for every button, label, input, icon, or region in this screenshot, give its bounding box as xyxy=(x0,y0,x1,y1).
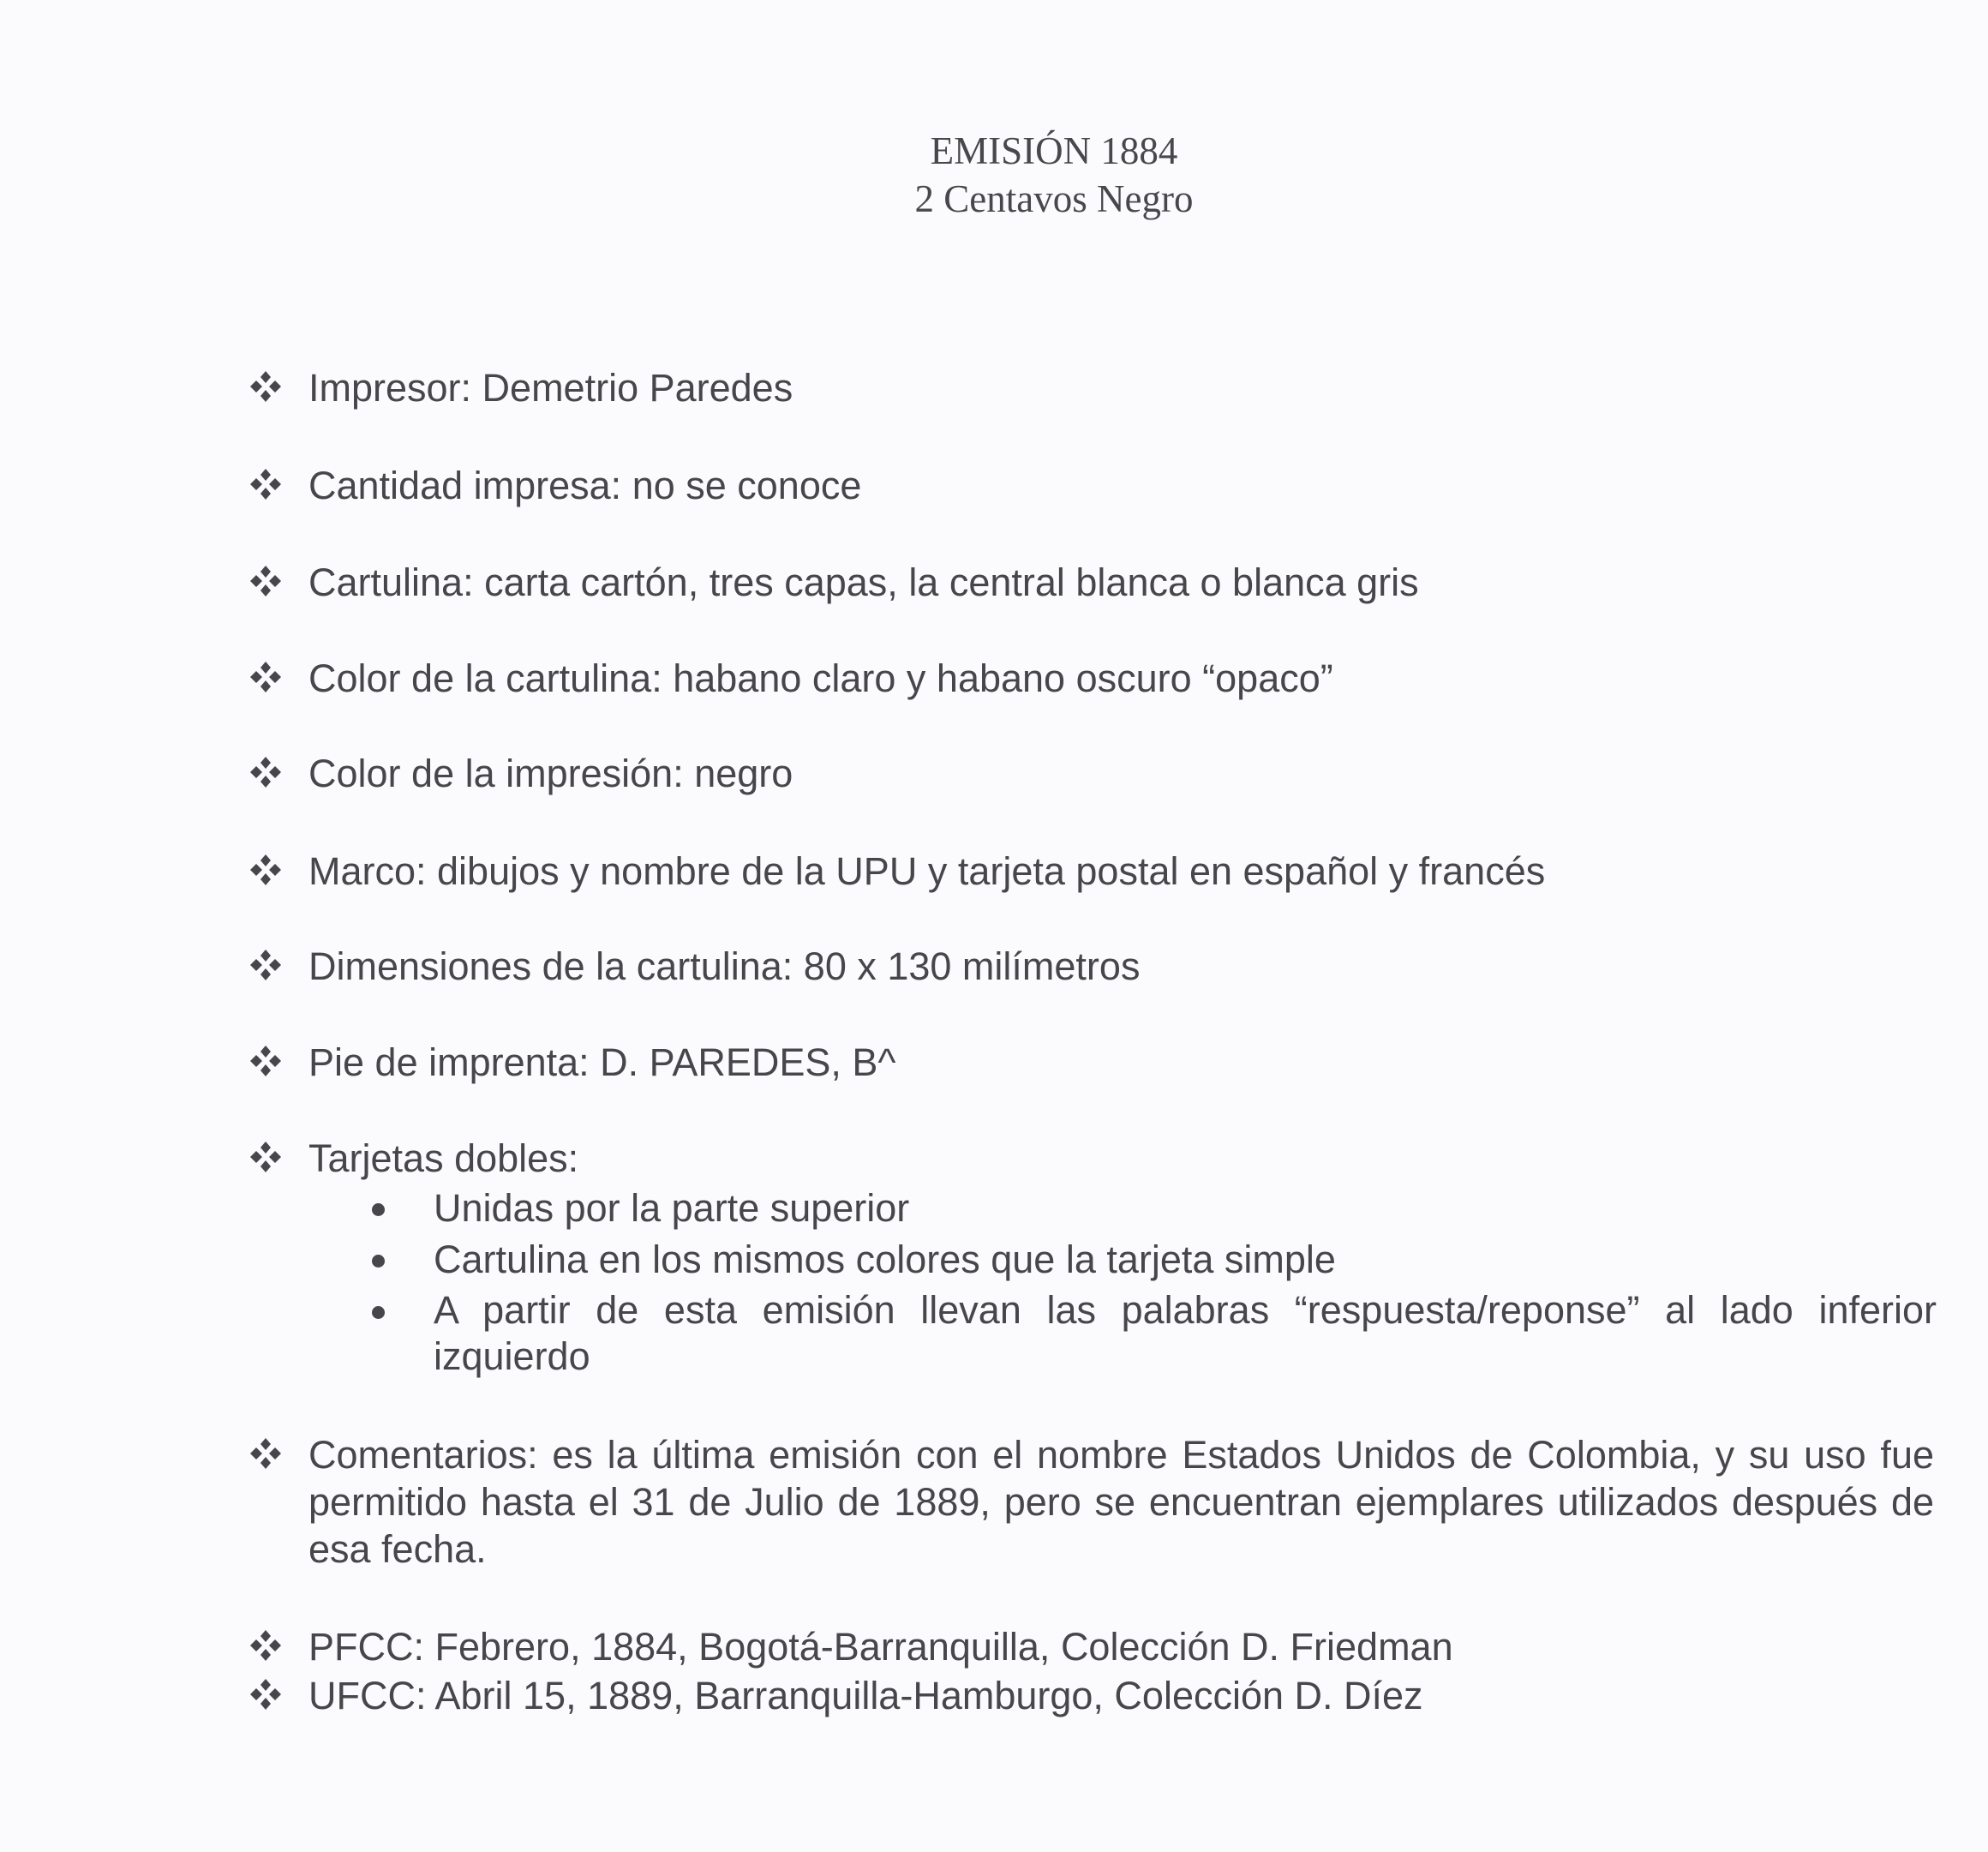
item-text: Cartulina: carta cartón, tres capas, la central blanca o blanca gris xyxy=(308,560,1419,604)
sublist-item-text: Cartulina en los mismos colores que la tarjeta simple xyxy=(434,1238,1336,1281)
four-diamond-bullet-icon xyxy=(248,851,283,889)
sublist-item xyxy=(368,1184,1937,1232)
list-item-comentarios xyxy=(248,1431,1937,1573)
item-text: Comentarios: es la última emisión con el nombre Estados Unidos de Colombia, y su uso fue permitido hasta el 31 de Julio de 1889, pero se encuentran ejemplares utilizados después de esa fecha. xyxy=(308,1433,1934,1571)
list-item-impresor xyxy=(248,364,1937,412)
list-item-color-impresion xyxy=(248,750,1937,798)
tarjetas-dobles-sublist xyxy=(368,1184,1937,1380)
item-text: UFCC: Abril 15, 1889, Barranquilla-Hamburgo, Colección D. Díez xyxy=(308,1674,1423,1717)
list-item-cartulina xyxy=(248,559,1937,607)
round-bullet-icon xyxy=(372,1203,385,1216)
list-item-tarjetas-dobles xyxy=(248,1135,1937,1183)
sublist-item xyxy=(368,1287,1937,1380)
four-diamond-bullet-icon xyxy=(248,753,283,791)
round-bullet-icon xyxy=(372,1306,385,1319)
item-text: Pie de imprenta: D. PAREDES, B^ xyxy=(308,1040,896,1084)
item-text: Color de la impresión: negro xyxy=(308,752,793,795)
item-text: PFCC: Febrero, 1884, Bogotá-Barranquilla, Colección D. Friedman xyxy=(308,1625,1453,1669)
list-item-pfcc xyxy=(248,1623,1937,1671)
four-diamond-bullet-icon xyxy=(248,1138,283,1176)
sublist-item-text: Unidas por la parte superior xyxy=(434,1186,910,1230)
list-item-marco xyxy=(248,848,1937,896)
sublist-item xyxy=(368,1236,1937,1284)
document-subtitle: 2 Centavos Negro xyxy=(914,177,1194,220)
four-diamond-bullet-icon xyxy=(248,1675,283,1713)
item-text: Color de la cartulina: habano claro y habano oscuro “opaco” xyxy=(308,656,1333,700)
item-text: Tarjetas dobles: xyxy=(308,1136,579,1180)
document-title: EMISIÓN 1884 xyxy=(930,129,1178,172)
item-text: Dimensiones de la cartulina: 80 x 130 milímetros xyxy=(308,944,1141,988)
round-bullet-icon xyxy=(372,1255,385,1268)
four-diamond-bullet-icon xyxy=(248,562,283,600)
list-item-pie-imprenta xyxy=(248,1039,1937,1087)
four-diamond-bullet-icon xyxy=(248,1042,283,1080)
item-text: Marco: dibujos y nombre de la UPU y tarjeta postal en español y francés xyxy=(308,849,1546,893)
list-item-color-cartulina xyxy=(248,655,1937,703)
four-diamond-bullet-icon xyxy=(248,1627,283,1664)
list-item-dimensiones xyxy=(248,943,1937,991)
sublist-item-text: A partir de esta emisión llevan las palabras “respuesta/reponse” al lado inferior izquierdo xyxy=(434,1288,1937,1378)
four-diamond-bullet-icon xyxy=(248,1435,283,1472)
item-text: Impresor: Demetrio Paredes xyxy=(308,366,793,410)
four-diamond-bullet-icon xyxy=(248,368,283,405)
list-item-cantidad xyxy=(248,462,1937,510)
four-diamond-bullet-icon xyxy=(248,658,283,696)
four-diamond-bullet-icon xyxy=(248,465,283,503)
four-diamond-bullet-icon xyxy=(248,946,283,984)
item-text: Cantidad impresa: no se conoce xyxy=(308,464,862,507)
list-item-ufcc xyxy=(248,1672,1937,1720)
